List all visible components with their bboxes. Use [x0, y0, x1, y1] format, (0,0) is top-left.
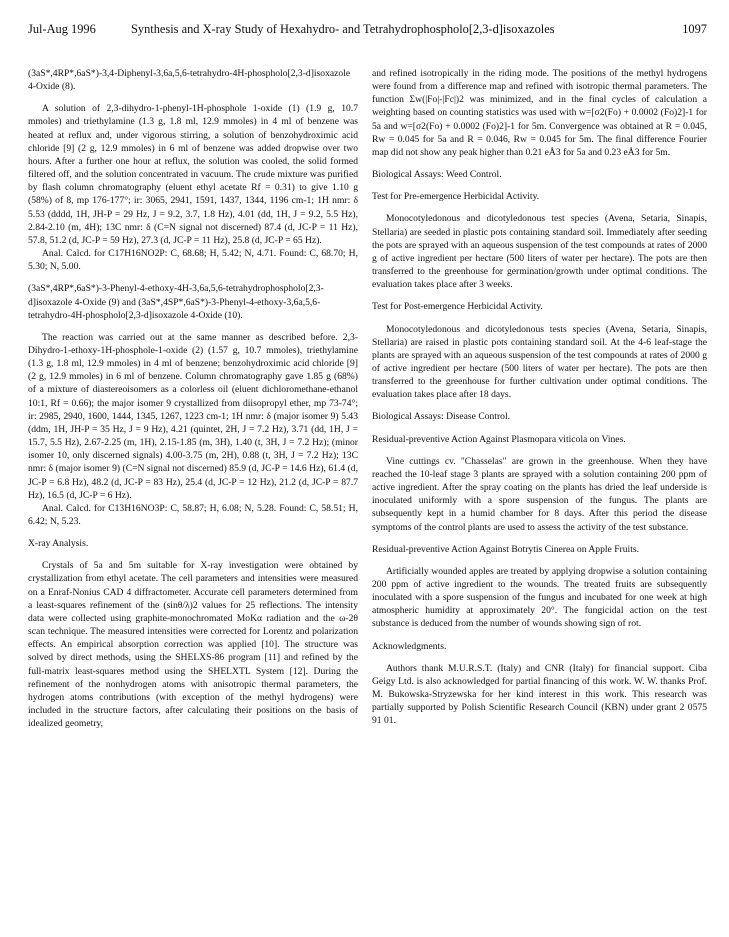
plasmopara-paragraph: Vine cuttings cv. "Chasselas" are grown in the greenhouse. When they have reached the 10-leaf stage 3 plants are sprayed with a solution containing 200 ppm of active ingredient. After the spray coating on the plants has dried the leaf underside is inoculated uniformly with a spore suspension of the fungus. The plants are subsequently kept in a humid chamber for 8 days. After this period the disease symptoms of the control plants are used to assess the activity of the test substance.: [372, 455, 707, 533]
compound-8-heading: (3aS*,4RP*,6aS*)-3,4-Diphenyl-3,6a,5,6-tetrahydro-4H-phospholo[2,3-d]isoxazole 4-Oxide (8).: [28, 68, 351, 93]
plasmopara-heading: Residual-preventive Action Against Plasmopara viticola on Vines.: [372, 433, 626, 445]
xray-continuation: and refined isotropically in the riding mode. The positions of the methyl hydrogens were found from a difference map and refined with isotropic thermal parameters. The function Σw(|Fo|-|Fc|)2 was minimized, and in the final cycles of calculation a weighting based on counting statistics was used with w=[σ2(Fo) + 0.0002 (Fo)2]-1 for 5a and w=[σ2(Fo) + 0.0002 (Fo)2]-1 for 5m. Convergence was obtained at R = 0.045, Rw = 0.045 for 5a and R = 0.046, Rw = 0.045 for 5m. The final difference Fourier map did not show any peak higher than 0.21 eÅ3 for 5a and 0.23 eÅ3 for 5m.: [372, 68, 707, 158]
post-emergence-paragraph: Monocotyledonous and dicotyledonous tests species (Avena, Setaria, Sinapis, Stellaria) are raised in plastic pots containing standard soil. At the 4-6 leaf-stage the plants are sprayed with an aqueous suspension of the test compounds at rates of 2000 g of active ingredient per hectare (500 liters of water per hectare). The pots are then transferred to the greenhouse for further cultivation under optimal conditions. The evaluation takes place after 18 days.: [372, 323, 707, 401]
botrytis-heading: Residual-preventive Action Against Botrytis Cinerea on Apple Fruits.: [372, 543, 639, 555]
running-title: Synthesis and X-ray Study of Hexahydro- and Tetrahydrophospholo[2,3-d]isoxazoles: [131, 22, 555, 36]
page-number: 1097: [682, 22, 707, 36]
issue-date: Jul-Aug 1996: [28, 22, 96, 36]
weed-control-heading: Biological Assays: Weed Control.: [372, 169, 502, 181]
pre-emergence-paragraph: Monocotyledonous and dicotyledonous test species (Avena, Setaria, Sinapis, Stellaria) are seeded in plastic pots containing standard soil. Immediately after seeding the pots are sprayed with an aqueous suspension of the test compounds at rates of 2000 g of active ingredient per hectare (500 liters of water per hectare). The pots are then transferred to the greenhouse for germination/growth under optimal conditions. The evaluation takes place after 3 weeks.: [372, 213, 707, 291]
acknowledgments-paragraph: Authors thank M.U.R.S.T. (Italy) and CNR (Italy) for financial support. Ciba Geigy Ltd. is also acknowledged for partial financing of this work. W. W. thanks Prof. M. Bukowska-Stryzewska for her kind interest in this work. This research was partially supported by Polish Scientific Research Council (KBN) under grant 2 0575 91 01.: [372, 662, 707, 727]
compound-8-analysis: Anal. Calcd. for C17H16NO2P: C, 68.68; H, 5.42; N, 4.71. Found: C, 68.70; H, 5.30; N, 5.00.: [28, 248, 358, 273]
botrytis-paragraph: Artificially wounded apples are treated by applying dropwise a solution containing 200 ppm of active ingredient to the wounds. The treated fruits are subsequently inoculated with a spore suspension of the fungus and incubated for one week at high atmospheric humidity at approximately 20°. The fungicidal action on the test substance is deduced from the number of wounds showing sign of rot.: [372, 565, 707, 630]
xray-paragraph: Crystals of 5a and 5m suitable for X-ray investigation were obtained by crystallization from ethyl acetate. The cell parameters and intensities were measured on a Enraf-Nonius CAD 4 diffractometer. Accurate cell parameters determined from a least-squares refinement of the (sinθ/λ)2 values for 25 reflections. The intensity data were collected using graphite-monochromated MoKα radiation and the ω-2θ scan technique. The measured intensities were corrected for Lorentz and polarization effects. An empirical absorption correction was applied [10]. The structure was solved by direct methods, using the SHELXS-86 program [11] and refined by the full-matrix least-squares method using the SHELXTL System [12]. During the refinement of the nonhydrogen atoms with anisotropic thermal parameters, the hydrogen atoms contributions (with exception of the methyl hydrogens) were included in the structure factors, after calculating their positions on the basis of idealized geometry,: [28, 560, 358, 730]
post-emergence-heading: Test for Post-emergence Herbicidal Activity.: [372, 301, 543, 313]
pre-emergence-heading: Test for Pre-emergence Herbicidal Activity.: [372, 191, 540, 203]
right-column: [372, 67, 707, 728]
xray-heading: X-ray Analysis.: [28, 538, 89, 550]
compounds-9-10-heading: (3aS*,4RP*,6aS*)-3-Phenyl-4-ethoxy-4H-3,6a,5,6-tetrahydrophospholo[2,3-d]isoxazole 4-Oxide (9) and (3aS*,4SP*,6aS*)-3-Phenyl-4-ethoxy-3,6a,5,6-tetrahydro-4H-phospholo[2,3-d]isoxazole 4-Oxide (10).: [28, 283, 324, 321]
acknowledgments-heading: Acknowledgments.: [372, 640, 447, 652]
compounds-9-10-procedure: The reaction was carried out at the same manner as described before. 2,3-Dihydro-1-ethoxy-1H-phosphole-1-oxide (2) (1.57 g, 10.7 mmoles), triethylamine (1.3 g, 1.8 ml, 12.9 mmoles) in 4 ml of benzene; benzohydroximic acid chloride [9] (2 g, 12.9 mmoles) in 6 ml of benzene. Column chromatography gave 1.85 g (68%) of a mixture of diastereoisomers as a colorless oil (eluent dichloromethane-ethanol 10:1, Rf = 0.66); the major isomer 9 crystallized from diisopropyl ether, mp 73-74°; ir: 2985, 2940, 1600, 1444, 1345, 1267, 1223 cm-1; 1H nmr: δ (major isomer 9) 5.43 (ddm, 1H, JH-P = 35 Hz, J = 9 Hz), 4.21 (quintet, 2H, J = 7.2 Hz), 3.71 (dd, 1H, J = 15.7, 5.5 Hz), 2.67-2.25 (m, 1H), 2.15-1.85 (m, 3H), 1.40 (t, 3H, J = 7.2 Hz); (minor isomer 10, only discerned signals) 4.00-3.75 (m, 2H), 0.88 (t, 3H, J = 7.2 Hz); 13C nmr: δ (major isomer 9) (C=N signal not discerned) 85.9 (d, JC-P = 14.6 Hz), 61.4 (d, JC-P = 6.8 Hz), 48.2 (d, JC-P = 83 Hz), 25.4 (d, JC-P = 12 Hz), 21.2 (d, JC-P = 87.7 Hz), 16.5 (d, JC-P = 6 Hz).: [28, 331, 358, 501]
disease-control-heading: Biological Assays: Disease Control.: [372, 411, 511, 423]
compounds-9-10-analysis: Anal. Calcd. for C13H16NO3P: C, 58.87; H, 6.08; N, 5.28. Found: C, 58.51; H, 6.42; N, 5.23.: [28, 502, 358, 527]
compound-8-procedure: A solution of 2,3-dihydro-1-phenyl-1H-phosphole 1-oxide (1) (1.9 g, 10.7 mmoles) and triethylamine (1.3 g, 1.8 ml, 12.9 mmoles) in 4 ml of benzene was heated at reflux and, under vigorous stirring, a solution of benzohydroximic acid chloride [9] (2 g, 12.9 mmoles) in 6 ml of benzene was added dropwise over two hours. After a further one hour at reflux, the solution was cooled, the solid formed filtered off, and the solution concentrated in vacuum. The crude mixture was purified by flash column chromatography (eluent ethyl acetate Rf = 0.31) to give 1.10 g (58%) of 8, mp 176-177°; ir: 3065, 2941, 1591, 1437, 1344, 1196 cm-1; 1H nmr: δ 5.53 (dddd, 1H, JH-P = 29 Hz, J = 9.2, 3.7, 1.8 Hz), 4.01 (dd, 1H, J = 9.2, 5.5 Hz), 2.84-2.10 (m, 4H); 13C nmr: δ (C=N signal not discerned) 87.4 (d, JC-P = 11 Hz), 57.8, 51.2 (d, JC-P = 59 Hz), 27.3 (d, JC-P = 11 Hz), 25.8 (d, JC-P = 65 Hz).: [28, 103, 358, 246]
running-header: [28, 22, 707, 42]
left-column: [28, 67, 358, 730]
